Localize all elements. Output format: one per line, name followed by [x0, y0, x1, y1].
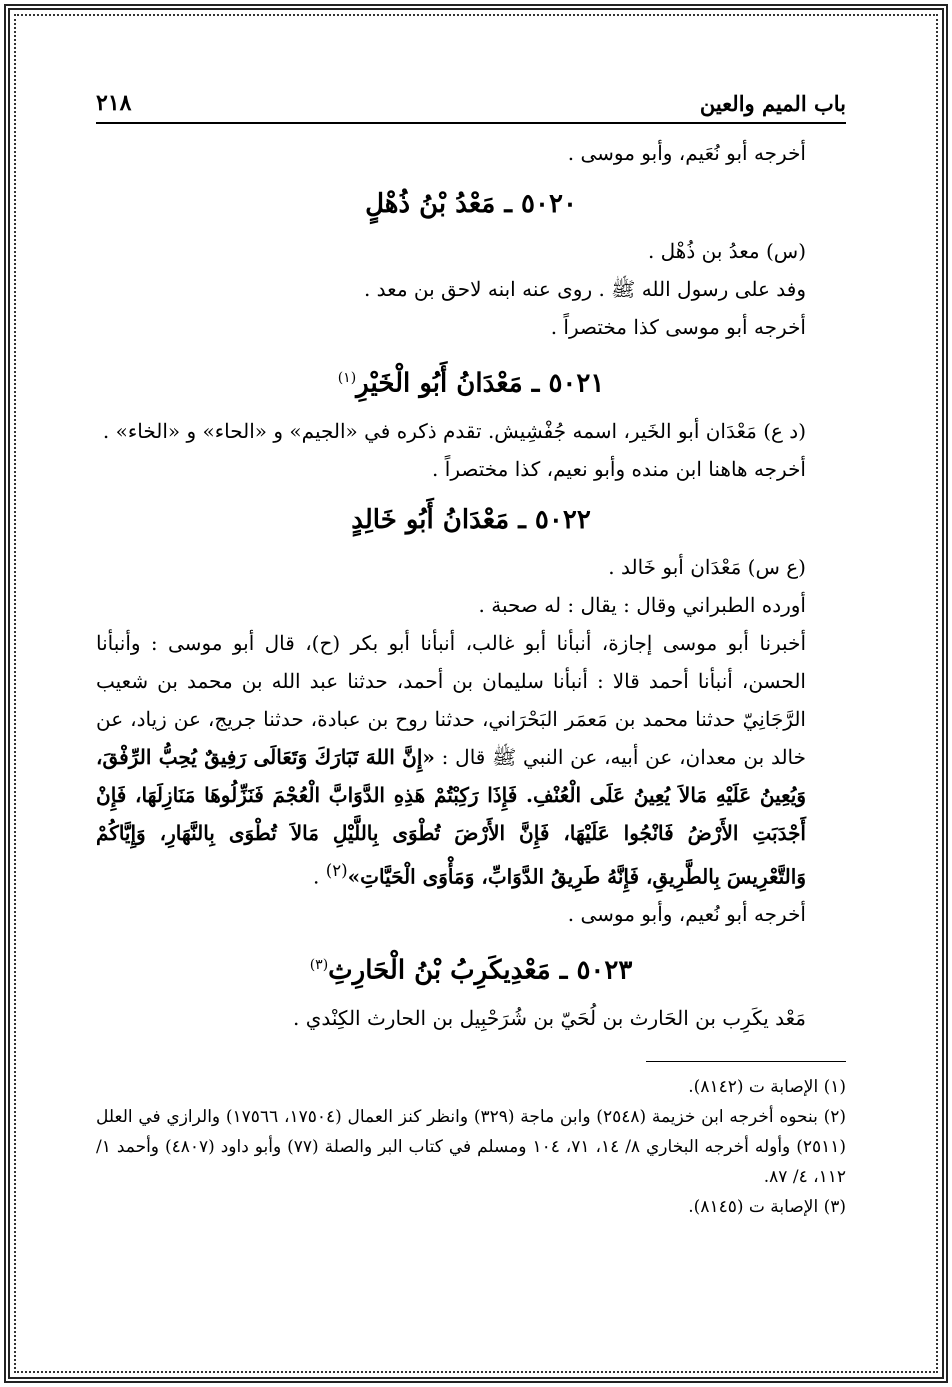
isnad-paragraph: [96, 624, 846, 896]
entry-title-text: ٥٠٢٢ ـ مَعْدَانُ أَبُو خَالِدٍ: [351, 504, 591, 535]
page-number: ٢١٨: [96, 90, 132, 116]
text-paragraph: (د ع) مَعْدَان أبو الخَير، اسمه جُفْشِيش. تقدم ذكره في «الجيم» و «الحاء» و «الخاء» .: [102, 418, 806, 443]
entry-title-text: ٥٠٢٠ ـ مَعْدُ بْنُ ذُهْلٍ: [365, 189, 577, 219]
entry-title-text: ٥٠٢٣ ـ مَعْدِيكَرِبُ بْنُ الْحَارِثِ: [328, 955, 633, 986]
entry-title-5022: [96, 500, 846, 540]
footnote-ref: (١): [337, 370, 357, 386]
entry-title-5021: [96, 358, 846, 404]
footnote-ref: (٣): [309, 957, 329, 974]
hadith-text: «إِنَّ اللهَ تَبَارَكَ وَتَعَالَى رَفِيقٌ يُحِبُّ الرِّفْقَ، وَيُعِينُ عَلَيْهِ مَالاَ يُعِينُ عَلَى الْعُنْفِ. فَإِذَا رَكِبْتُمْ هَذِهِ الدَّوَابَّ الْعُجْمَ فَنَزِّلُوهَا مَنَازِلَهَا، فَإِنْ أَجْدَبَتِ الأَرْضُ فَانْجُوا عَلَيْهَا، فَإِنَّ الأَرْضَ تُطْوَى بِاللَّيْلِ مَالاَ تُطْوَى بِالنَّهَارِ، وَإِيَّاكُمْ وَالتَّعْرِيسَ بِالطَّرِيقِ، فَإِنَّهُ طَرِيقُ الدَّوَابِّ، وَمَأْوَى الْحَيَّاتِ»: [96, 744, 807, 889]
footnote-divider: [646, 1061, 846, 1062]
page-body: [96, 134, 846, 1222]
text-line: (ع س) مَعْدَان أبو خَالد .: [608, 554, 806, 579]
footnote: (٣) الإصابة ت (٨١٤٥).: [688, 1196, 846, 1217]
page-header: [96, 80, 846, 124]
entry-title-5023: [96, 945, 846, 991]
entry-title-5020: [96, 184, 846, 224]
text-line: (س) معدُ بن ذُهْل .: [647, 239, 806, 263]
book-page: [96, 80, 846, 1330]
text-line: أورده الطبراني وقال : يقال : له صحبة .: [478, 592, 806, 617]
entry-title-text: ٥٠٢١ ـ مَعْدَانُ أَبُو الْخَيْرِ: [356, 368, 605, 399]
text-line: مَعْد يكَرِب بن الحَارث بن لُحَيّ بن شُرَحْبِيل بن الحارث الكِنْدي .: [293, 1005, 806, 1030]
text-line: أخرجه هاهنا ابن منده وأبو نعيم، كذا مختصراً .: [432, 456, 806, 481]
text-line: أخرجه أبو موسى كذا مختصراً .: [550, 315, 806, 339]
isnad-text: أخبرنا أبو موسى إجازة، أنبأنا أبو غالب، أنبأنا أبو بكر (ح)، قال أبو موسى : وأنبأنا الحسن، أنبأنا أحمد قالا : أنبأنا سليمان بن أحمد، حدثنا عبد الله بن محمد بن شعيب الرَّجَانِيّ حدثنا محمد بن مَعمَر البَحْرَاني، حدثنا روح بن عبادة، حدثنا جريج، عن زياد، عن خالد بن معدان، عن أبيه، عن النبي ﷺ قال :: [96, 630, 806, 769]
text-line: وفد على رسول الله ﷺ . روى عنه ابنه لاحق بن معد .: [363, 277, 806, 301]
text-line: أخرجه أبو نُعَيم، وأبو موسى .: [567, 141, 806, 165]
text-line: أخرجه أبو نُعيم، وأبو موسى .: [567, 902, 806, 927]
chapter-title: باب الميم والعين: [699, 91, 846, 116]
footnote: (١) الإصابة ت (٨١٤٢).: [688, 1076, 846, 1097]
footnote-ref: (٢): [325, 860, 348, 880]
punctuation: .: [312, 864, 326, 889]
footnote: (٢) بنحوه أخرجه ابن خزيمة (٢٥٤٨) وابن ماجة (٣٢٩) وانظر كنز العمال (١٧٥٠٤، ١٧٥٦٦) والرازي في العلل (٢٥١١) وأوله أخرجه البخاري ٨/ ١٤، ٧١، ١٠٤ ومسلم في كتاب البر والصلة (٧٧) وأبو داود (٤٨٠٧) وأحمد ١/ ١١٢، ٤/ ٨٧.: [96, 1106, 847, 1187]
footnotes: [96, 1072, 846, 1222]
